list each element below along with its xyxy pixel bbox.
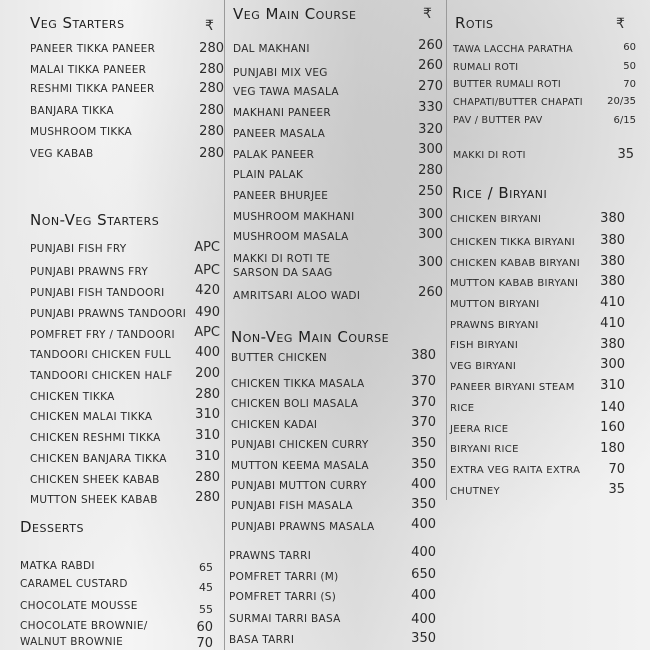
- menu-item-price: 350: [411, 457, 436, 472]
- menu-item-price: 6/15: [613, 115, 636, 126]
- menu-item-name: BUTTER CHICKEN: [231, 352, 328, 364]
- menu-item-name: MAKKI DI ROTI TE: [233, 253, 331, 265]
- menu-item-name: BUTTER RUMALI ROTI: [453, 79, 561, 90]
- menu-item-name: MUTTON KABAB BIRYANI: [450, 278, 579, 289]
- menu-item-price: 410: [600, 295, 625, 310]
- menu-item-name: MAKKI DI ROTI: [453, 150, 526, 161]
- menu-item-name: PUNJABI FISH TANDOORI: [30, 287, 165, 299]
- section-title-rotis: Rotis: [455, 14, 494, 32]
- menu-item-price: 320: [418, 122, 443, 137]
- menu-item-name: PUNJABI PRAWNS TANDOORI: [30, 308, 187, 320]
- section-title-veg-starters: Veg Starters: [30, 14, 125, 32]
- menu-item-price: 260: [418, 58, 443, 73]
- menu-item-price: 350: [411, 497, 436, 512]
- section-title-rice-biryani: Rice / Biryani: [452, 184, 548, 202]
- menu-item-name: CHICKEN BIRYANI: [450, 214, 542, 225]
- menu-item-name: CHAPATI/BUTTER CHAPATI: [453, 97, 583, 108]
- menu-item-name: PUNJABI PRAWNS MASALA: [231, 521, 375, 533]
- menu-item-price: 300: [418, 142, 443, 157]
- menu-item-name: FISH BIRYANI: [450, 340, 519, 351]
- menu-item-name: CARAMEL CUSTARD: [20, 578, 128, 590]
- menu-item-price: 400: [411, 477, 436, 492]
- menu-item-name: PUNJABI FISH FRY: [30, 243, 127, 255]
- menu-item-price: 280: [199, 62, 224, 77]
- menu-item-name: AMRITSARI ALOO WADI: [233, 290, 361, 302]
- menu-item-price: 300: [418, 207, 443, 222]
- menu-item-price: 370: [411, 395, 436, 410]
- menu-item-name: PUNJABI MUTTON CURRY: [231, 480, 367, 492]
- menu-item-price: 350: [411, 631, 436, 646]
- menu-item-name: CHICKEN BANJARA TIKKA: [30, 453, 167, 465]
- menu-item-price: 60: [196, 620, 213, 635]
- menu-item-price: 350: [411, 436, 436, 451]
- menu-item-name: MALAI TIKKA PANEER: [30, 64, 147, 76]
- menu-item-price: 45: [199, 581, 213, 594]
- menu-item-name: PAV / BUTTER PAV: [453, 115, 543, 126]
- menu-item-price: 380: [411, 348, 436, 363]
- menu-item-name: CHICKEN SHEEK KABAB: [30, 474, 160, 486]
- menu-item-name: RICE: [450, 403, 475, 414]
- menu-item-price: 400: [411, 545, 436, 560]
- menu-item-price: 140: [600, 400, 625, 415]
- menu-item-price: 70: [196, 636, 213, 650]
- menu-item-price: 270: [418, 79, 443, 94]
- currency-symbol: ₹: [616, 16, 625, 32]
- menu-item-price: 280: [195, 470, 220, 485]
- menu-item-name: CHICKEN KABAB BIRYANI: [450, 258, 580, 269]
- menu-item-name: PANEER BIRYANI STEAM: [450, 382, 575, 393]
- menu-item-price: 300: [418, 255, 443, 270]
- menu-item-name: CHICKEN KADAI: [231, 419, 318, 431]
- menu-item-price: 260: [418, 38, 443, 53]
- menu-item-price: 35: [608, 482, 625, 497]
- menu-item-name: CHUTNEY: [450, 486, 500, 497]
- menu-item-price: APC: [194, 325, 220, 340]
- menu-item-name: MUSHROOM MAKHANI: [233, 211, 355, 223]
- menu-item-price: 250: [418, 184, 443, 199]
- menu-item-price: 380: [600, 254, 625, 269]
- menu-item-price: 370: [411, 415, 436, 430]
- menu-item-name: MUSHROOM MASALA: [233, 231, 349, 243]
- menu-item-price: 330: [418, 100, 443, 115]
- menu-item-name: PLAIN PALAK: [233, 169, 304, 181]
- menu-item-price: 70: [623, 79, 636, 90]
- menu-item-name: WALNUT BROWNIE: [20, 636, 124, 648]
- menu-item-name: MUTTON KEEMA MASALA: [231, 460, 369, 472]
- menu-item-price: 370: [411, 374, 436, 389]
- menu-item-name: RUMALI ROTI: [453, 62, 519, 73]
- menu-item-name: PANEER BHURJEE: [233, 190, 329, 202]
- menu-item-name: TANDOORI CHICKEN HALF: [30, 370, 173, 382]
- currency-symbol: ₹: [423, 6, 432, 22]
- menu-item-price: 380: [600, 337, 625, 352]
- menu-item-price: 420: [195, 283, 220, 298]
- section-title-nonveg-starters: Non-Veg Starters: [30, 211, 160, 229]
- menu-item-name: CHICKEN BOLI MASALA: [231, 398, 359, 410]
- menu-item-price: 380: [600, 211, 625, 226]
- menu-item-name: SURMAI TARRI BASA: [229, 613, 341, 625]
- section-title-desserts: Desserts: [20, 518, 84, 536]
- menu-item-name: POMFRET TARRI (M): [229, 571, 339, 583]
- menu-item-name: PRAWNS BIRYANI: [450, 320, 539, 331]
- menu-item-name: MAKHANI PANEER: [233, 107, 331, 119]
- menu-item-price: 55: [199, 603, 213, 616]
- menu-item-name: CHICKEN TIKKA MASALA: [231, 378, 365, 390]
- menu-item-price: 300: [600, 357, 625, 372]
- menu-item-price: 280: [199, 41, 224, 56]
- menu-item-price: 20/35: [607, 96, 636, 107]
- section-title-nonveg-main: Non-Veg Main Course: [231, 328, 390, 346]
- menu-item-price: 380: [600, 274, 625, 289]
- menu-item-name: PANEER MASALA: [233, 128, 326, 140]
- menu-item-price: 400: [195, 345, 220, 360]
- column-divider-left: [224, 0, 225, 650]
- menu-item-price: 400: [411, 517, 436, 532]
- menu-item-name: PANEER TIKKA PANEER: [30, 43, 156, 55]
- menu-item-name: CHICKEN RESHMI TIKKA: [30, 432, 161, 444]
- menu-item-name: PUNJABI CHICKEN CURRY: [231, 439, 369, 451]
- menu-item-price: 410: [600, 316, 625, 331]
- menu-item-name: CHICKEN TIKKA: [30, 391, 115, 403]
- menu-item-name: POMFRET TARRI (S): [229, 591, 337, 603]
- menu-item-price: 70: [608, 462, 625, 477]
- menu-item-name: CHICKEN TIKKA BIRYANI: [450, 237, 576, 248]
- menu-item-name: POMFRET FRY / TANDOORI: [30, 329, 175, 341]
- menu-item-name: MATKA RABDI: [20, 560, 95, 572]
- menu-item-price: 35: [617, 147, 634, 162]
- menu-item-name: PUNJABI MIX VEG: [233, 67, 328, 79]
- menu-item-name: BANJARA TIKKA: [30, 105, 114, 117]
- menu-item-name: MUSHROOM TIKKA: [30, 126, 133, 138]
- menu-item-price: 380: [600, 233, 625, 248]
- menu-item-name: VEG KABAB: [30, 148, 94, 160]
- menu-item-price: 280: [199, 103, 224, 118]
- menu-item-name: PUNJABI PRAWNS FRY: [30, 266, 149, 278]
- section-title-veg-main: Veg Main Course: [233, 5, 357, 23]
- menu-item-name: RESHMI TIKKA PANEER: [30, 83, 155, 95]
- menu-item-price: 280: [195, 490, 220, 505]
- menu-item-price: 160: [600, 420, 625, 435]
- menu-item-name: TANDOORI CHICKEN FULL: [30, 349, 172, 361]
- menu-item-price: 310: [195, 449, 220, 464]
- menu-item-price: APC: [194, 240, 220, 255]
- menu-item-price: 400: [411, 588, 436, 603]
- menu-item-price: 280: [199, 81, 224, 96]
- menu-item-price: 490: [195, 305, 220, 320]
- menu-item-price: 260: [418, 285, 443, 300]
- menu-item-price: 280: [418, 163, 443, 178]
- menu-item-name: PRAWNS TARRI: [229, 550, 312, 562]
- menu-item-price: 300: [418, 227, 443, 242]
- menu-item-name: DAL MAKHANI: [233, 43, 310, 55]
- menu-item-name: MUTTON BIRYANI: [450, 299, 540, 310]
- menu-item-name: BIRYANI RICE: [450, 444, 519, 455]
- column-divider-right: [446, 0, 447, 500]
- menu-item-price: 280: [195, 387, 220, 402]
- menu-item-name: TAWA LACCHA PARATHA: [453, 44, 573, 55]
- menu-item-name: BASA TARRI: [229, 634, 295, 646]
- menu-item-price: 50: [623, 61, 636, 72]
- menu-item-price: 650: [411, 567, 436, 582]
- menu-item-price: 310: [195, 407, 220, 422]
- menu-item-price: APC: [194, 263, 220, 278]
- menu-item-price: 400: [411, 612, 436, 627]
- menu-item-name: MUTTON SHEEK KABAB: [30, 494, 158, 506]
- menu-item-name: PUNJABI FISH MASALA: [231, 500, 353, 512]
- menu-item-name: CHOCOLATE MOUSSE: [20, 600, 138, 612]
- menu-item-price: 310: [600, 378, 625, 393]
- menu-item-name: VEG BIRYANI: [450, 361, 517, 372]
- menu-item-price: 65: [199, 561, 213, 574]
- menu-item-price: 60: [623, 42, 636, 53]
- menu-item-name: VEG TAWA MASALA: [233, 86, 339, 98]
- menu-item-name: EXTRA VEG RAITA EXTRA: [450, 465, 581, 476]
- menu-item-price: 280: [199, 124, 224, 139]
- menu-item-price: 310: [195, 428, 220, 443]
- menu-item-name: PALAK PANEER: [233, 149, 315, 161]
- menu-item-name: CHICKEN MALAI TIKKA: [30, 411, 153, 423]
- currency-symbol: ₹: [205, 18, 214, 34]
- menu-item-price: 280: [199, 146, 224, 161]
- menu-item-name: JEERA RICE: [450, 424, 509, 435]
- menu-item-price: 200: [195, 366, 220, 381]
- menu-item-price: 180: [600, 441, 625, 456]
- menu-item-name: CHOCOLATE BROWNIE/: [20, 620, 148, 632]
- menu-item-name: SARSON DA SAAG: [233, 267, 333, 279]
